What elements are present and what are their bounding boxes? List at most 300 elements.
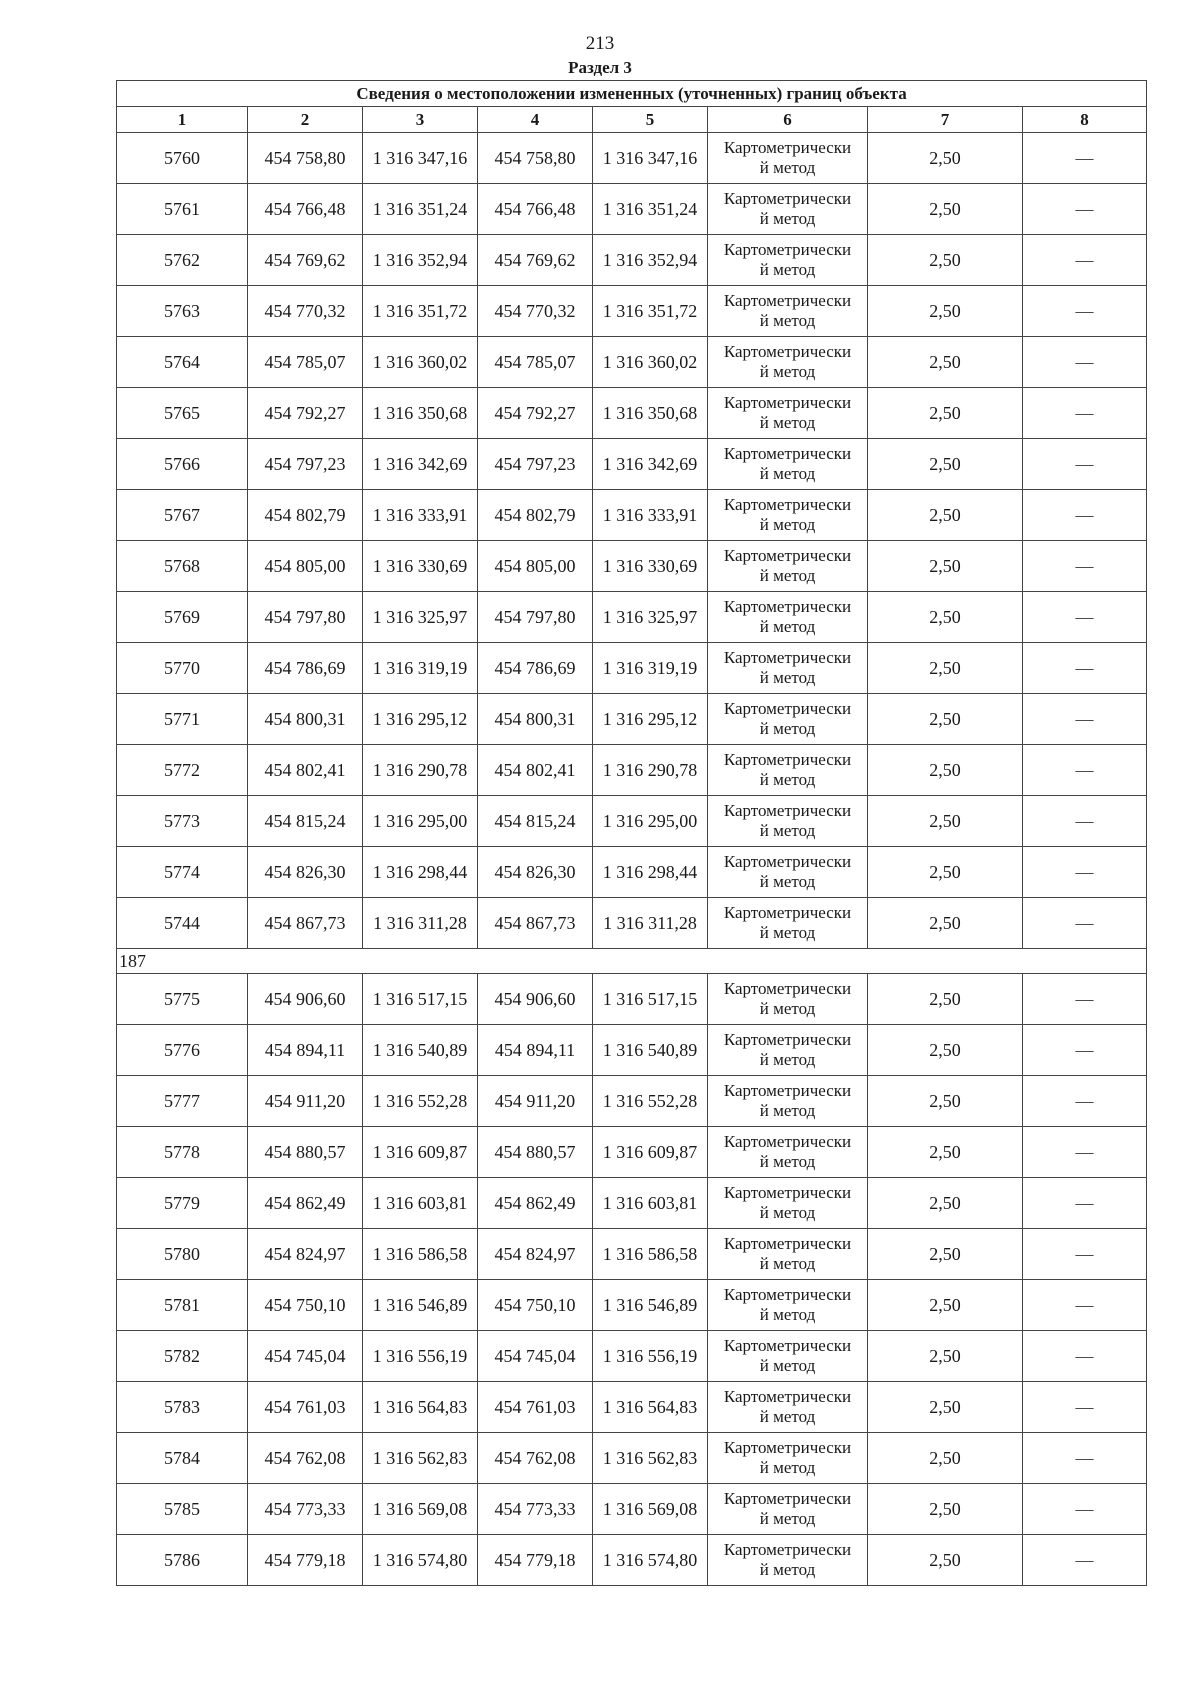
existing-y-cell: 1 316 342,69 — [363, 439, 478, 490]
precision-cell: 2,50 — [868, 184, 1023, 235]
method-cell — [708, 439, 868, 490]
method-line-1: Картометрически — [723, 1183, 852, 1202]
existing-x-cell: 454 894,11 — [248, 1025, 363, 1076]
method-line-2: й метод — [759, 923, 816, 942]
description-cell: — — [1023, 745, 1147, 796]
point-number-cell: 5769 — [117, 592, 248, 643]
description-cell: — — [1023, 388, 1147, 439]
precision-cell: 2,50 — [868, 796, 1023, 847]
table-row — [117, 796, 1147, 847]
new-x-cell: 454 805,00 — [478, 541, 593, 592]
method-cell — [708, 796, 868, 847]
existing-x-cell: 454 826,30 — [248, 847, 363, 898]
method-line-1: Картометрически — [723, 597, 852, 616]
new-x-cell: 454 769,62 — [478, 235, 593, 286]
method-line-1: Картометрически — [723, 189, 852, 208]
new-y-cell: 1 316 552,28 — [593, 1076, 708, 1127]
method-line-1: Картометрически — [723, 1132, 852, 1151]
table-row — [117, 490, 1147, 541]
new-y-cell: 1 316 319,19 — [593, 643, 708, 694]
method-line-2: й метод — [759, 1356, 816, 1375]
point-number-cell: 5765 — [117, 388, 248, 439]
description-cell: — — [1023, 898, 1147, 949]
point-number-cell: 5786 — [117, 1535, 248, 1586]
point-number-cell: 5785 — [117, 1484, 248, 1535]
precision-cell: 2,50 — [868, 1280, 1023, 1331]
new-y-cell: 1 316 609,87 — [593, 1127, 708, 1178]
new-x-cell: 454 824,97 — [478, 1229, 593, 1280]
table-row — [117, 235, 1147, 286]
point-number-cell: 5763 — [117, 286, 248, 337]
precision-cell: 2,50 — [868, 1331, 1023, 1382]
method-line-2: й метод — [759, 1254, 816, 1273]
method-line-1: Картометрически — [723, 291, 852, 310]
precision-cell: 2,50 — [868, 898, 1023, 949]
new-x-cell: 454 786,69 — [478, 643, 593, 694]
new-y-cell: 1 316 352,94 — [593, 235, 708, 286]
new-x-cell: 454 770,32 — [478, 286, 593, 337]
existing-x-cell: 454 880,57 — [248, 1127, 363, 1178]
precision-cell: 2,50 — [868, 1025, 1023, 1076]
existing-y-cell: 1 316 546,89 — [363, 1280, 478, 1331]
page-number: 213 — [585, 33, 615, 54]
new-y-cell: 1 316 350,68 — [593, 388, 708, 439]
method-line-2: й метод — [759, 1305, 816, 1324]
method-line-1: Картометрически — [723, 1489, 852, 1508]
existing-y-cell: 1 316 517,15 — [363, 974, 478, 1025]
existing-x-cell: 454 758,80 — [248, 133, 363, 184]
point-number-cell: 5773 — [117, 796, 248, 847]
method-cell — [708, 1382, 868, 1433]
existing-x-cell: 454 802,41 — [248, 745, 363, 796]
new-y-cell: 1 316 295,00 — [593, 796, 708, 847]
precision-cell: 2,50 — [868, 847, 1023, 898]
existing-x-cell: 454 802,79 — [248, 490, 363, 541]
method-cell — [708, 1331, 868, 1382]
method-line-2: й метод — [759, 311, 816, 330]
description-cell: — — [1023, 1229, 1147, 1280]
method-line-1: Картометрически — [723, 903, 852, 922]
table-row — [117, 439, 1147, 490]
existing-y-cell: 1 316 333,91 — [363, 490, 478, 541]
precision-cell: 2,50 — [868, 1433, 1023, 1484]
new-x-cell: 454 745,04 — [478, 1331, 593, 1382]
description-cell: — — [1023, 439, 1147, 490]
method-line-2: й метод — [759, 464, 816, 483]
method-cell — [708, 974, 868, 1025]
method-line-2: й метод — [759, 1458, 816, 1477]
method-line-2: й метод — [759, 668, 816, 687]
column-number-3: 3 — [363, 107, 478, 133]
method-line-2: й метод — [759, 1203, 816, 1222]
existing-y-cell: 1 316 311,28 — [363, 898, 478, 949]
precision-cell: 2,50 — [868, 388, 1023, 439]
existing-y-cell: 1 316 351,24 — [363, 184, 478, 235]
method-cell — [708, 1127, 868, 1178]
method-cell — [708, 184, 868, 235]
description-cell: — — [1023, 847, 1147, 898]
method-line-2: й метод — [759, 158, 816, 177]
table-row — [117, 1484, 1147, 1535]
new-y-cell: 1 316 569,08 — [593, 1484, 708, 1535]
method-line-1: Картометрически — [723, 648, 852, 667]
method-line-2: й метод — [759, 1152, 816, 1171]
method-line-2: й метод — [759, 260, 816, 279]
table-row — [117, 1025, 1147, 1076]
existing-x-cell: 454 770,32 — [248, 286, 363, 337]
new-x-cell: 454 762,08 — [478, 1433, 593, 1484]
precision-cell: 2,50 — [868, 490, 1023, 541]
column-number-5: 5 — [593, 107, 708, 133]
new-x-cell: 454 750,10 — [478, 1280, 593, 1331]
method-line-2: й метод — [759, 821, 816, 840]
method-cell — [708, 745, 868, 796]
method-line-1: Картометрически — [723, 852, 852, 871]
description-cell: — — [1023, 1025, 1147, 1076]
method-line-1: Картометрически — [723, 979, 852, 998]
description-cell: — — [1023, 1178, 1147, 1229]
method-line-1: Картометрически — [723, 801, 852, 820]
point-number-cell: 5762 — [117, 235, 248, 286]
existing-x-cell: 454 797,23 — [248, 439, 363, 490]
point-number-cell: 5780 — [117, 1229, 248, 1280]
method-cell — [708, 1229, 868, 1280]
table-row — [117, 1229, 1147, 1280]
existing-y-cell: 1 316 347,16 — [363, 133, 478, 184]
description-cell: — — [1023, 184, 1147, 235]
new-y-cell: 1 316 325,97 — [593, 592, 708, 643]
new-x-cell: 454 758,80 — [478, 133, 593, 184]
group-label: 187 — [117, 949, 1147, 974]
column-number-row — [117, 107, 1147, 133]
column-number-4: 4 — [478, 107, 593, 133]
description-cell: — — [1023, 592, 1147, 643]
method-cell — [708, 235, 868, 286]
existing-x-cell: 454 797,80 — [248, 592, 363, 643]
existing-y-cell: 1 316 325,97 — [363, 592, 478, 643]
new-y-cell: 1 316 311,28 — [593, 898, 708, 949]
existing-y-cell: 1 316 350,68 — [363, 388, 478, 439]
point-number-cell: 5782 — [117, 1331, 248, 1382]
description-cell: — — [1023, 337, 1147, 388]
column-number-7: 7 — [868, 107, 1023, 133]
new-y-cell: 1 316 347,16 — [593, 133, 708, 184]
method-line-1: Картометрически — [723, 393, 852, 412]
method-cell — [708, 133, 868, 184]
existing-y-cell: 1 316 319,19 — [363, 643, 478, 694]
method-line-2: й метод — [759, 617, 816, 636]
method-cell — [708, 643, 868, 694]
method-line-1: Картометрически — [723, 1081, 852, 1100]
new-x-cell: 454 779,18 — [478, 1535, 593, 1586]
existing-y-cell: 1 316 352,94 — [363, 235, 478, 286]
new-y-cell: 1 316 564,83 — [593, 1382, 708, 1433]
new-y-cell: 1 316 574,80 — [593, 1535, 708, 1586]
table-row — [117, 286, 1147, 337]
existing-x-cell: 454 800,31 — [248, 694, 363, 745]
method-line-1: Картометрически — [723, 1438, 852, 1457]
method-cell — [708, 337, 868, 388]
point-number-cell: 5784 — [117, 1433, 248, 1484]
method-line-2: й метод — [759, 1101, 816, 1120]
table-row — [117, 1382, 1147, 1433]
new-y-cell: 1 316 517,15 — [593, 974, 708, 1025]
existing-x-cell: 454 762,08 — [248, 1433, 363, 1484]
existing-x-cell: 454 815,24 — [248, 796, 363, 847]
precision-cell: 2,50 — [868, 745, 1023, 796]
description-cell: — — [1023, 1433, 1147, 1484]
new-y-cell: 1 316 298,44 — [593, 847, 708, 898]
new-x-cell: 454 797,23 — [478, 439, 593, 490]
precision-cell: 2,50 — [868, 133, 1023, 184]
point-number-cell: 5768 — [117, 541, 248, 592]
new-x-cell: 454 797,80 — [478, 592, 593, 643]
method-line-1: Картометрически — [723, 1285, 852, 1304]
table-row — [117, 745, 1147, 796]
method-line-2: й метод — [759, 1407, 816, 1426]
point-number-cell: 5775 — [117, 974, 248, 1025]
existing-x-cell: 454 785,07 — [248, 337, 363, 388]
point-number-cell: 5767 — [117, 490, 248, 541]
table-row — [117, 1331, 1147, 1382]
existing-x-cell: 454 773,33 — [248, 1484, 363, 1535]
table-row — [117, 694, 1147, 745]
point-number-cell: 5771 — [117, 694, 248, 745]
point-number-cell: 5776 — [117, 1025, 248, 1076]
new-x-cell: 454 867,73 — [478, 898, 593, 949]
method-line-1: Картометрически — [723, 444, 852, 463]
point-number-cell: 5770 — [117, 643, 248, 694]
method-line-1: Картометрически — [723, 342, 852, 361]
existing-y-cell: 1 316 330,69 — [363, 541, 478, 592]
new-x-cell: 454 792,27 — [478, 388, 593, 439]
new-y-cell: 1 316 586,58 — [593, 1229, 708, 1280]
new-y-cell: 1 316 540,89 — [593, 1025, 708, 1076]
precision-cell: 2,50 — [868, 1229, 1023, 1280]
method-line-2: й метод — [759, 719, 816, 738]
existing-y-cell: 1 316 295,00 — [363, 796, 478, 847]
precision-cell: 2,50 — [868, 592, 1023, 643]
method-cell — [708, 1484, 868, 1535]
existing-y-cell: 1 316 564,83 — [363, 1382, 478, 1433]
method-line-1: Картометрически — [723, 750, 852, 769]
new-x-cell: 454 911,20 — [478, 1076, 593, 1127]
column-number-6: 6 — [708, 107, 868, 133]
existing-x-cell: 454 769,62 — [248, 235, 363, 286]
method-cell — [708, 541, 868, 592]
table-row — [117, 133, 1147, 184]
new-x-cell: 454 773,33 — [478, 1484, 593, 1535]
new-x-cell: 454 785,07 — [478, 337, 593, 388]
method-line-1: Картометрически — [723, 240, 852, 259]
point-number-cell: 5764 — [117, 337, 248, 388]
new-y-cell: 1 316 351,72 — [593, 286, 708, 337]
column-number-2: 2 — [248, 107, 363, 133]
precision-cell: 2,50 — [868, 1178, 1023, 1229]
precision-cell: 2,50 — [868, 235, 1023, 286]
table-row — [117, 1280, 1147, 1331]
method-line-1: Картометрически — [723, 546, 852, 565]
existing-y-cell: 1 316 556,19 — [363, 1331, 478, 1382]
description-cell: — — [1023, 490, 1147, 541]
new-x-cell: 454 826,30 — [478, 847, 593, 898]
method-cell — [708, 694, 868, 745]
new-x-cell: 454 894,11 — [478, 1025, 593, 1076]
table-row — [117, 847, 1147, 898]
table-row — [117, 1076, 1147, 1127]
table-caption: Сведения о местоположении измененных (уточненных) границ объекта — [117, 81, 1147, 107]
existing-y-cell: 1 316 540,89 — [363, 1025, 478, 1076]
method-cell — [708, 847, 868, 898]
method-line-1: Картометрически — [723, 138, 852, 157]
table-row — [117, 643, 1147, 694]
new-x-cell: 454 802,79 — [478, 490, 593, 541]
precision-cell: 2,50 — [868, 1382, 1023, 1433]
method-line-1: Картометрически — [723, 699, 852, 718]
method-cell — [708, 898, 868, 949]
precision-cell: 2,50 — [868, 337, 1023, 388]
point-number-cell: 5760 — [117, 133, 248, 184]
description-cell: — — [1023, 541, 1147, 592]
existing-y-cell: 1 316 290,78 — [363, 745, 478, 796]
existing-y-cell: 1 316 552,28 — [363, 1076, 478, 1127]
method-line-1: Картометрически — [723, 495, 852, 514]
point-number-cell: 5744 — [117, 898, 248, 949]
new-y-cell: 1 316 360,02 — [593, 337, 708, 388]
method-line-2: й метод — [759, 999, 816, 1018]
precision-cell: 2,50 — [868, 974, 1023, 1025]
existing-x-cell: 454 786,69 — [248, 643, 363, 694]
table-body — [117, 133, 1147, 1586]
method-line-2: й метод — [759, 770, 816, 789]
method-cell — [708, 1280, 868, 1331]
table-row — [117, 898, 1147, 949]
description-cell: — — [1023, 1280, 1147, 1331]
description-cell: — — [1023, 643, 1147, 694]
existing-x-cell: 454 824,97 — [248, 1229, 363, 1280]
column-number-1: 1 — [117, 107, 248, 133]
existing-y-cell: 1 316 574,80 — [363, 1535, 478, 1586]
new-x-cell: 454 761,03 — [478, 1382, 593, 1433]
new-y-cell: 1 316 556,19 — [593, 1331, 708, 1382]
point-number-cell: 5772 — [117, 745, 248, 796]
method-line-2: й метод — [759, 362, 816, 381]
method-line-1: Картометрически — [723, 1540, 852, 1559]
point-number-cell: 5781 — [117, 1280, 248, 1331]
new-y-cell: 1 316 333,91 — [593, 490, 708, 541]
new-x-cell: 454 880,57 — [478, 1127, 593, 1178]
precision-cell: 2,50 — [868, 1484, 1023, 1535]
existing-x-cell: 454 792,27 — [248, 388, 363, 439]
description-cell: — — [1023, 1382, 1147, 1433]
existing-x-cell: 454 766,48 — [248, 184, 363, 235]
group-row — [117, 949, 1147, 974]
method-line-2: й метод — [759, 413, 816, 432]
existing-x-cell: 454 862,49 — [248, 1178, 363, 1229]
point-number-cell: 5766 — [117, 439, 248, 490]
existing-y-cell: 1 316 298,44 — [363, 847, 478, 898]
existing-x-cell: 454 745,04 — [248, 1331, 363, 1382]
method-cell — [708, 1178, 868, 1229]
new-x-cell: 454 800,31 — [478, 694, 593, 745]
new-y-cell: 1 316 603,81 — [593, 1178, 708, 1229]
description-cell: — — [1023, 974, 1147, 1025]
existing-y-cell: 1 316 586,58 — [363, 1229, 478, 1280]
column-number-8: 8 — [1023, 107, 1147, 133]
method-line-2: й метод — [759, 1050, 816, 1069]
table-row — [117, 184, 1147, 235]
table-row — [117, 1535, 1147, 1586]
table-row — [117, 337, 1147, 388]
description-cell: — — [1023, 796, 1147, 847]
table-row — [117, 1178, 1147, 1229]
precision-cell: 2,50 — [868, 1076, 1023, 1127]
method-cell — [708, 1433, 868, 1484]
new-y-cell: 1 316 290,78 — [593, 745, 708, 796]
method-line-2: й метод — [759, 209, 816, 228]
existing-x-cell: 454 867,73 — [248, 898, 363, 949]
point-number-cell: 5777 — [117, 1076, 248, 1127]
new-x-cell: 454 815,24 — [478, 796, 593, 847]
point-number-cell: 5761 — [117, 184, 248, 235]
method-line-1: Картометрически — [723, 1336, 852, 1355]
method-line-2: й метод — [759, 566, 816, 585]
precision-cell: 2,50 — [868, 286, 1023, 337]
description-cell: — — [1023, 1484, 1147, 1535]
table-row — [117, 1433, 1147, 1484]
method-cell — [708, 1025, 868, 1076]
point-number-cell: 5778 — [117, 1127, 248, 1178]
existing-x-cell: 454 911,20 — [248, 1076, 363, 1127]
existing-y-cell: 1 316 603,81 — [363, 1178, 478, 1229]
table-row — [117, 974, 1147, 1025]
table-row — [117, 541, 1147, 592]
existing-x-cell: 454 761,03 — [248, 1382, 363, 1433]
existing-x-cell: 454 805,00 — [248, 541, 363, 592]
new-y-cell: 1 316 295,12 — [593, 694, 708, 745]
description-cell: — — [1023, 1127, 1147, 1178]
method-cell — [708, 490, 868, 541]
description-cell: — — [1023, 1076, 1147, 1127]
table-caption-row — [117, 81, 1147, 107]
new-y-cell: 1 316 351,24 — [593, 184, 708, 235]
existing-x-cell: 454 750,10 — [248, 1280, 363, 1331]
new-x-cell: 454 862,49 — [478, 1178, 593, 1229]
precision-cell: 2,50 — [868, 694, 1023, 745]
new-x-cell: 454 802,41 — [478, 745, 593, 796]
new-x-cell: 454 766,48 — [478, 184, 593, 235]
description-cell: — — [1023, 1331, 1147, 1382]
method-line-1: Картометрически — [723, 1387, 852, 1406]
method-cell — [708, 286, 868, 337]
method-line-1: Картометрически — [723, 1030, 852, 1049]
boundary-coordinates-table — [116, 80, 1147, 1586]
table-row — [117, 592, 1147, 643]
new-y-cell: 1 316 562,83 — [593, 1433, 708, 1484]
existing-y-cell: 1 316 569,08 — [363, 1484, 478, 1535]
method-line-1: Картометрически — [723, 1234, 852, 1253]
table-row — [117, 1127, 1147, 1178]
existing-y-cell: 1 316 360,02 — [363, 337, 478, 388]
method-line-2: й метод — [759, 1509, 816, 1528]
existing-y-cell: 1 316 562,83 — [363, 1433, 478, 1484]
point-number-cell: 5774 — [117, 847, 248, 898]
existing-y-cell: 1 316 351,72 — [363, 286, 478, 337]
method-cell — [708, 592, 868, 643]
new-y-cell: 1 316 342,69 — [593, 439, 708, 490]
precision-cell: 2,50 — [868, 1535, 1023, 1586]
existing-y-cell: 1 316 609,87 — [363, 1127, 478, 1178]
